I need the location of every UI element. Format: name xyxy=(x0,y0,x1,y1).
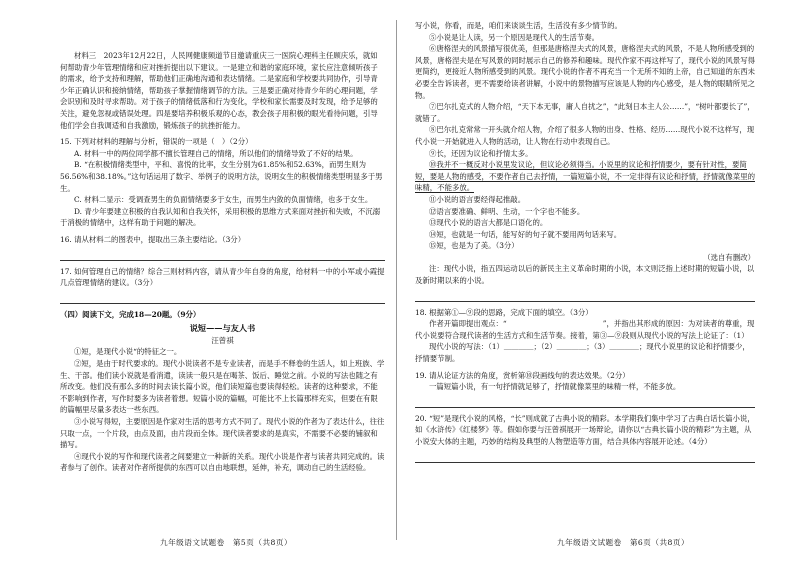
essay-paragraph-2: ②短，是由于时代要求的。现代小说读者不是专业读者，而是手不释卷的生活人，如上班族、学生、干部。他们读小说就是看消遣，读读一般只是在喝茶、饭后、睡觉之前。小说的写法也随之有所改变。他们没有那么多的时间去读长篇小说，他们读短篇也要读得轻松。读者的这种要求，不能不影响到作者，写作时要多为读者着想。短篇小说的篇幅，可能比不上长篇那样充实，但要在有限的篇幅里尽量多表达一些东西。 xyxy=(60,359,385,415)
essay-title: 说短——与友人书 xyxy=(189,323,256,334)
essay-paragraph-11: ⑪小说的语言要经得起推敲。 xyxy=(429,194,526,204)
question-16: 16. 请从材料二的图表中，提取出三条主要结论。（3分） xyxy=(60,234,246,244)
q18-blank-b: 现代小说的写法：（1）＿＿＿＿；（2）＿＿＿＿；（3）＿＿＿＿；现代小说里的议论和抒情要少，抒情要节制。 xyxy=(415,342,750,364)
essay-paragraph-1: ①短，是现代小说“的特征之一。 xyxy=(74,347,182,357)
question-17: 17. 如何管理自己的情绪？综合三则材料内容，请从青少年自身的角度，给材料一中的小军或小霞提几点管理情绪的建议。（3分） xyxy=(60,266,385,288)
page-5-footer: 九年级语文试题卷 第5页（共8页） xyxy=(160,538,293,547)
answer-line xyxy=(415,452,755,463)
q18-blank-a: 作者开篇即提出观点：“ ”，并指出其形成的原因：为对读者的尊重，现代小说要符合现代读者的生活方式和生活节奏。接着，第③—⑨段则从现代小说的写法上论证了：（1） xyxy=(415,319,755,340)
answer-line xyxy=(60,293,385,304)
q15-option-b: B. “在积极情绪类型中，平和、喜悦的比率，女生分别为61.85%和52.63%，而男生则为56.56%和38.18%。”这句话运用了数字、举例子的说明方法，说明女生的积极情绪类型明显多于男生。 xyxy=(60,160,383,193)
essay-paragraph-4: ④现代小说的写作和现代读者之间要建立一种新的关系。现代小说是作者与读者共同完成的。读者参与了创作。读者对作者所提供的东西可以自由地联想，延伸，补充，调动自己的生活经验。 xyxy=(60,451,385,473)
question-15: 15. 下列对材料的理解与分析，错误的一项是（ ）（2分） xyxy=(60,137,253,147)
question-19: 19. 请从论证方法的角度，赏析第⑩段画线句的表达效果。（2分） xyxy=(415,370,630,380)
q15-option-a: A. 材料一中的两位同学都不擅长管理自己的情绪，所以他们的情绪导致了不好的结果。 xyxy=(74,148,358,158)
question-18: 18. 根据第①—⑨段的思路，完成下面的填空。（3分） xyxy=(415,307,593,317)
footnote: 注：现代小说，指五四运动以后的新民主主义革命时期的小说，本文则泛指上述时期的短篇小说，以及新时期以来的小说。 xyxy=(415,264,755,286)
answer-line xyxy=(415,397,755,408)
q15-option-c: C. 材料二显示：受调查男生的负面情绪要多于女生，而男生内敛的负面情绪，也多于女生。 xyxy=(74,195,373,205)
page-6-content xyxy=(415,20,755,463)
essay-paragraph-7: ⑦巴尔扎克式的人物介绍，“天下本无事，庸人自扰之”，“此刻日本主人公……”，“树叶都要长了”，就错了。 xyxy=(415,102,755,123)
essay-paragraph-8: ⑧巴尔扎克常常一开头就介绍人物，介绍了很多人物的出身、性格、经历……现代小说不这样写，现代小说一开始就进入人物的活动，让人物在行动中表现自己。 xyxy=(415,125,755,146)
essay-paragraph-9: ⑨长，还因为议论和抒情太多。 xyxy=(429,148,533,158)
essay-paragraph-14: ⑭短，也就是一句话，能写好的句子就不要用两句话来写。 xyxy=(429,229,622,239)
source-note: （选自有删改） xyxy=(703,252,755,262)
material3-text: 材料三 2023年12月22日，人民网健康频道节目邀请重庆三一医院心理科主任顾庆乐，就如何帮助青少年管理情绪和应对挫折提出以下建议。一是建立和谐的家庭环境，家长应注意倾听孩子的需求，给予支持和理解，帮助他们正确地沟通和表达情绪。二是家庭和学校要共同协作，引导青少年正确认识和接纳情绪，帮助孩子掌握情绪调节的方法。三是要正确对待青少年的心理问题，学会识别和及时寻求帮助。对于孩子的情绪低落和行为变化，学校和家长需要及时发现，给予足够的关注，避免忽视或错误处理。四是要培养积极乐观的心态，教会孩子用积极的眼光看待问题，引导他们学会自我调适和自我激励，锻炼孩子的抗挫折能力。 xyxy=(60,51,378,130)
page-6-footer: 九年级语文试题卷 第6页（共8页） xyxy=(557,538,690,547)
essay-paragraph-3: ③小说写得短，主要原因是作家对生活的思考方式不同了。现代小说的作者为了表达什么，往往只取一点，一个片段，由点及面，由片段而全体。现代读者要求的是真实，不需要不必要的铺叙和描写。 xyxy=(60,417,385,450)
essay-paragraph-10 xyxy=(415,159,755,194)
page-5-content xyxy=(60,50,385,474)
essay-paragraph-15: ⑮短，也是为了美。（3分） xyxy=(429,241,519,251)
essay-paragraph-5: ⑤小说是让人读，另一个原因是现代人的生活节奏。 xyxy=(429,32,599,42)
essay-continuation: 写小说，你看，而是，咱们来谈谈生活，生活没有多少情节的。 xyxy=(415,21,622,30)
separator-line xyxy=(415,291,755,302)
page-6 xyxy=(397,0,794,562)
section-4-header: （四）阅读下文，完成18—20题。（9分） xyxy=(60,309,201,319)
essay-paragraph-12: ⑫语言要准确、鲜明、生动，一个字也不能多。 xyxy=(429,206,585,216)
question-20: 20. “短”是现代小说的风格，“长”则成就了古典小说的精彩。本学期我们集中学习了古典白话长篇小说，如《水浒传》《红楼梦》等。假如你要与汪曾祺展开一场辩论，请你以“古典长篇小说的精彩”为主题，从小说安大体的主题，巧妙的结构及典型的人物塑造等方面，结合具体内容展开论述。（4分） xyxy=(415,413,755,446)
q19-quote: 一篇短篇小说，有一句抒情就足够了，抒情就像菜里的味精一样，不能多放。 xyxy=(429,382,681,392)
underlined-passage: ⑩我并不一概反对小说里发议论，但议论必须得当。小说里的议论和抒情要少，要有针对性，要简短，要是人物的感受，不要作者自己去抒情，一篇短篇小说，不一定非得有议论和抒情，抒情就像菜里的味精，不能多放。 xyxy=(415,160,755,193)
answer-line xyxy=(60,250,385,261)
q15-option-d: D. 青少年要建立积极的自我认知和自我关怀，采用积极的思维方式来面对挫折和失败，不沉溺于消极的情绪中，这样有助于问题的解决。 xyxy=(60,206,380,228)
essay-paragraph-6: ⑥唐格涅夫的风景描写很优美，但那是唐格涅夫式的风景，唐格涅夫式的风景，不是人物所感受到的风景，唐格涅夫是在写风景的同时展示自己的修养和趣味。现代作家不再这样写了，现代小说的风景写得更简约，更接近人物所感受到的风景。现代小说的作者不再充当一个无所不知的上帝，自己知道的东西未必要全告诉读者，更不需要给读者讲解，小说中的景物描写应该是人物的内心感受，是人物的眼睛所见之物。 xyxy=(415,44,755,100)
essay-author: 汪曾祺 xyxy=(211,335,234,345)
essay-paragraph-13: ⑬现代小说的语言大都是口语化的。 xyxy=(429,218,548,228)
